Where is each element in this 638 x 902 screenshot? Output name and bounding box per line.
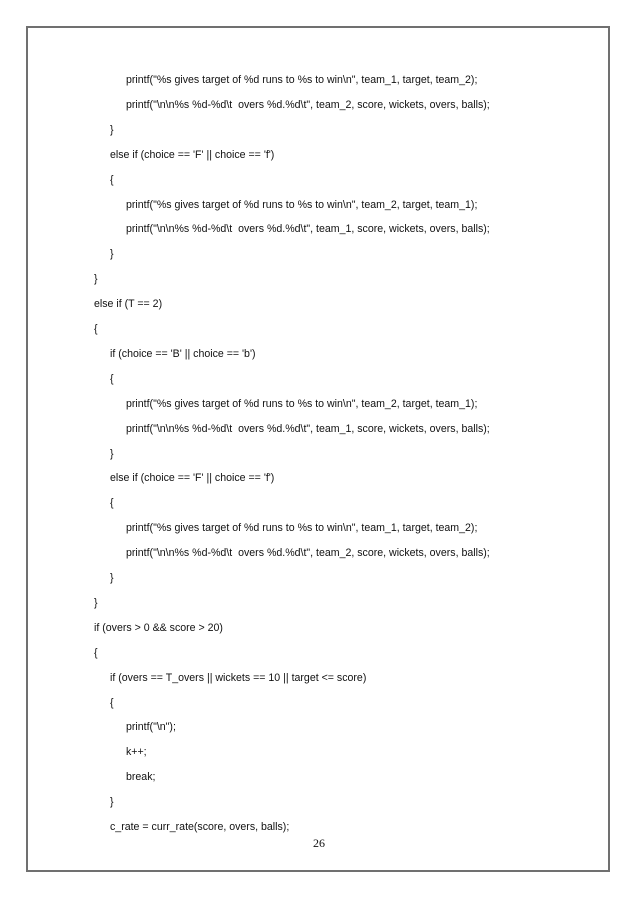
code-line: printf("\n");: [126, 721, 176, 733]
code-line: {: [110, 497, 114, 509]
code-line: }: [94, 273, 98, 285]
code-line: else if (choice == 'F' || choice == 'f'): [110, 472, 275, 484]
code-line: if (overs == T_overs || wickets == 10 || target <= score): [110, 672, 367, 684]
code-line: if (overs > 0 && score > 20): [94, 622, 223, 634]
code-line: {: [110, 174, 114, 186]
code-line: break;: [126, 771, 156, 783]
page-number: 26: [313, 836, 325, 850]
code-line: printf("\n\n%s %d-%d\t overs %d.%d\t", team_2, score, wickets, overs, balls);: [126, 99, 490, 111]
code-line: k++;: [126, 746, 147, 758]
code-line: }: [110, 572, 114, 584]
code-line: {: [110, 697, 114, 709]
code-line: else if (T == 2): [94, 298, 163, 310]
code-line: c_rate = curr_rate(score, overs, balls);: [110, 821, 290, 833]
code-line: {: [94, 323, 98, 335]
code-line: printf("\n\n%s %d-%d\t overs %d.%d\t", team_2, score, wickets, overs, balls);: [126, 547, 490, 559]
code-line: printf("%s gives target of %d runs to %s to win\n", team_1, target, team_2);: [126, 74, 478, 86]
code-line: }: [110, 124, 114, 136]
code-line: else if (choice == 'F' || choice == 'f'): [110, 149, 275, 161]
code-line: }: [110, 448, 114, 460]
code-line: printf("%s gives target of %d runs to %s to win\n", team_1, target, team_2);: [126, 522, 478, 534]
code-line: printf("\n\n%s %d-%d\t overs %d.%d\t", team_1, score, wickets, overs, balls);: [126, 423, 490, 435]
code-line: {: [110, 373, 114, 385]
code-line: printf("%s gives target of %d runs to %s to win\n", team_2, target, team_1);: [126, 398, 478, 410]
code-line: }: [110, 248, 114, 260]
code-line: }: [94, 597, 98, 609]
code-line: }: [110, 796, 114, 808]
code-line: printf("%s gives target of %d runs to %s to win\n", team_2, target, team_1);: [126, 199, 478, 211]
code-line: if (choice == 'B' || choice == 'b'): [110, 348, 256, 360]
code-line: {: [94, 647, 98, 659]
code-line: printf("\n\n%s %d-%d\t overs %d.%d\t", team_1, score, wickets, overs, balls);: [126, 223, 490, 235]
